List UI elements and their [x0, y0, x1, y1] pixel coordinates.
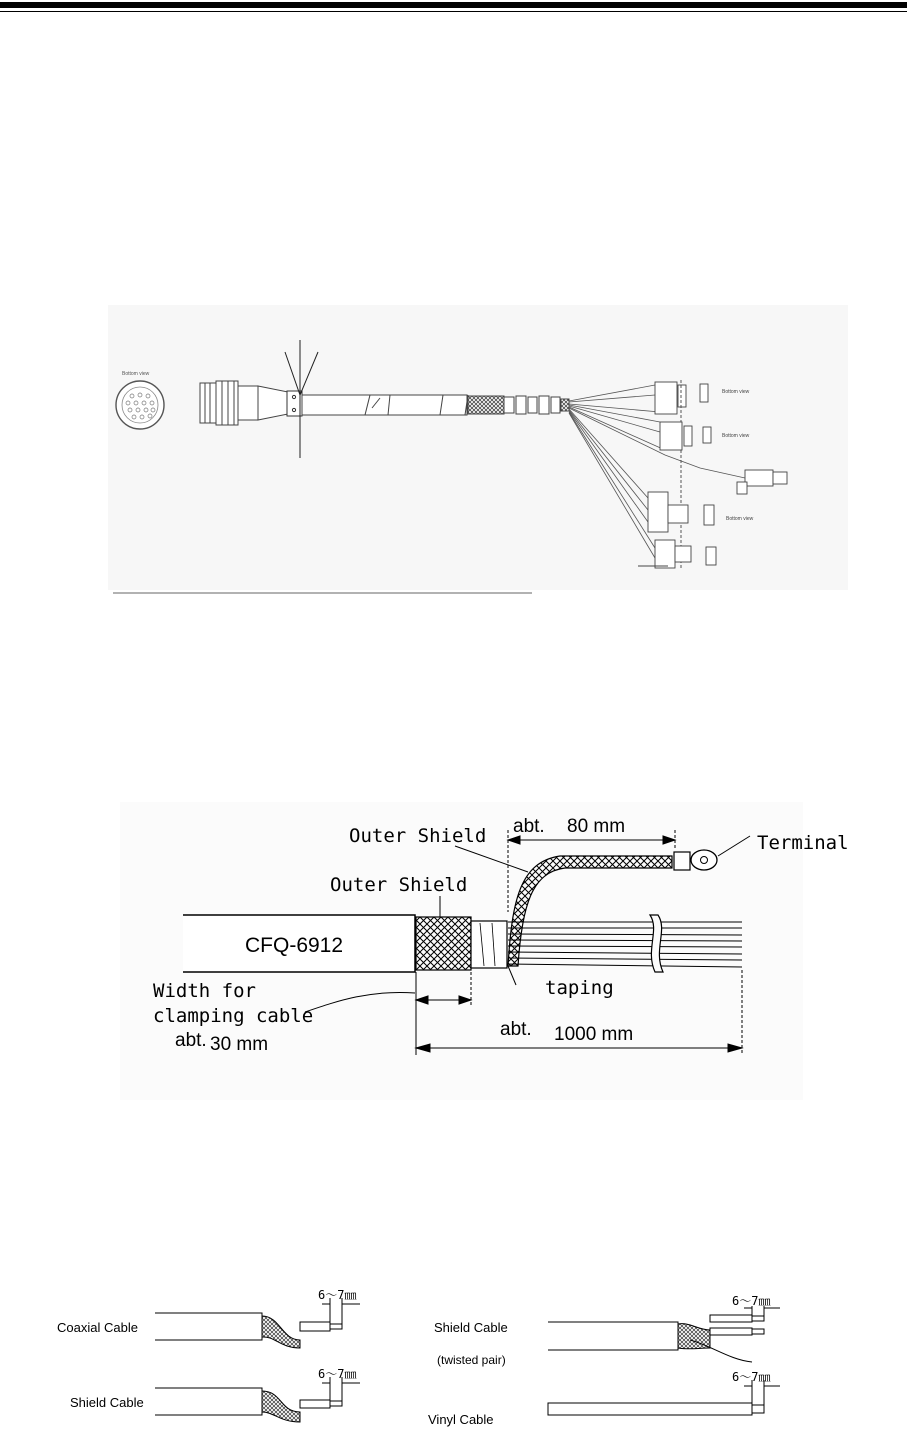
terminal-label: Terminal [757, 832, 849, 854]
shield-cable-twisted-drawing [548, 1306, 780, 1362]
dim-30-value: 30 mm [210, 1034, 269, 1055]
bottom-view-label-2: Bottom view [722, 433, 750, 439]
strip-dim-vinyl: 6～7㎜ [732, 1370, 771, 1384]
strip-dim-twisted: 6～7㎜ [732, 1294, 771, 1308]
dim-80-value: 80 mm [567, 816, 626, 837]
shield-cable-right-label: Shield Cable [434, 1320, 508, 1335]
outer-shield-label-mid: Outer Shield [330, 874, 468, 896]
strip-dim-shield-left: 6～7㎜ [318, 1367, 357, 1381]
taping-label: taping [545, 977, 614, 999]
vinyl-cable-drawing [548, 1380, 780, 1415]
cable-name-label: CFQ-6912 [245, 934, 344, 957]
clamping-cable-label: clamping cable [153, 1005, 314, 1027]
outer-shield-label-top: Outer Shield [349, 825, 487, 847]
strip-dim-coaxial: 6～7㎜ [318, 1288, 357, 1302]
vinyl-cable-label: Vinyl Cable [428, 1412, 494, 1427]
shield-cable-left-label: Shield Cable [70, 1395, 144, 1410]
dim-1000-value: 1000 mm [554, 1024, 634, 1045]
coaxial-cable-drawing [155, 1298, 360, 1348]
coaxial-cable-label: Coaxial Cable [57, 1320, 138, 1335]
dim-1000-prefix: abt. [500, 1019, 532, 1040]
shield-cable-left-drawing [155, 1377, 360, 1422]
bottom-view-label-1: Bottom view [722, 389, 750, 395]
dim-80-prefix: abt. [513, 816, 545, 837]
bottom-view-label-3: Bottom view [726, 516, 754, 522]
twisted-pair-label: (twisted pair) [437, 1353, 506, 1367]
dim-30-prefix: abt. [175, 1030, 207, 1051]
width-for-label: Width for [153, 980, 256, 1002]
connector-bottom-view-label: Bottom view [122, 371, 150, 377]
